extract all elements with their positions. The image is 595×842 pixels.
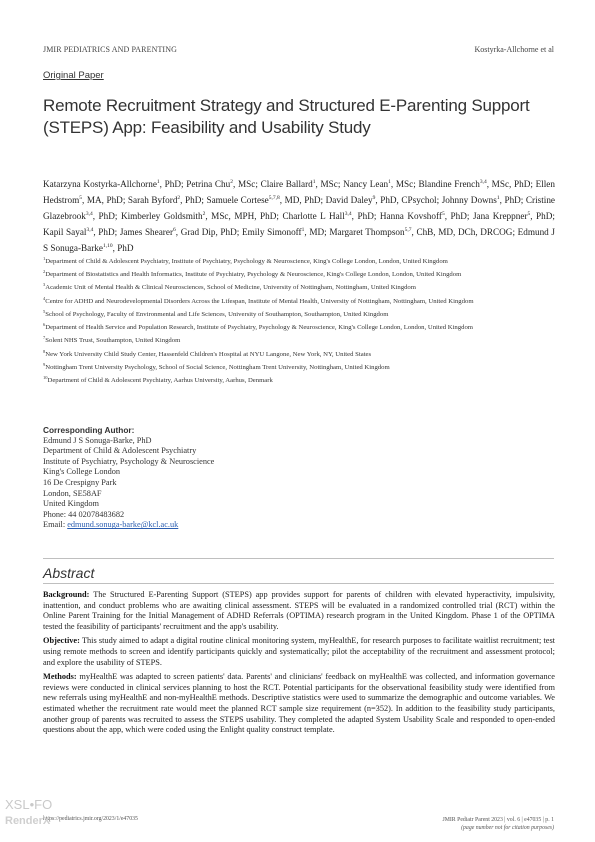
corresponding-author-block [43,425,343,531]
author-affiliation-marker: 5 [527,211,531,218]
author-affiliation-marker: 9 [372,195,376,202]
author-degrees: , PhD; [93,227,120,238]
author-name: Johnny Downs [441,195,497,206]
footer-citation-block [442,816,554,832]
affiliation-number: 10 [43,374,48,380]
affiliation-item [43,307,555,320]
affiliation-item [43,333,555,346]
phone-number: Phone: 44 02078483682 [43,509,125,519]
methods-text: myHealthE was adapted to screen patients' data. Parents' and clinicians' feedback on myHealthE was collected, and information governance reviews were conducted in clinical services planning to host the RCT. Potential participants for the observational feasibility study were identified from new referrals using myHealthE and non-myHealthE methods. Descriptive statistics were used to summarize the demographic and outcome variables. We estimated whether the recruitment rate would meet the planned RCT sample size requirement (n=352). In addition to the feasibility study participants, another group of parents was recruited to assess the STEPS usability. They completed the adapted System Usability Scale and responded to open-ended questions about the app, which were coded using the Enlight quality construct template. [43,672,555,735]
author-degrees: , PhD; [530,211,555,222]
affiliation-item [43,347,555,360]
address-line: King's College London [43,467,121,477]
affiliation-item [43,294,555,307]
objective-text: This study aimed to adapt a digital routine clinical monitoring system, myHealthE, for research purposes to facilitate waitlist recruitment; test using remote methods to screen and identify participants quickly and systematically; pilot the acceptability of the recruitment and assessment protocol; and explore the usability of STEPS. [43,636,555,667]
author-name: James Shearer [119,227,173,238]
author-affiliation-marker: 5 [441,211,445,218]
author-affiliation-marker: 5 [79,195,82,202]
author-name: Edmund J S Sonuga-Barke [43,227,555,254]
author-affiliation-marker: 2 [177,195,181,202]
affiliation-number: 5 [43,308,46,314]
affiliation-item [43,280,555,293]
affiliation-text: Centre for ADHD and Neurodevelopmental Disorders Across the Lifespan, Institute of Mental Health, University of Nottingham, Nottingham, United Kingdom [45,297,474,305]
author-degrees: , PhD; [180,195,207,206]
affiliation-list [43,254,555,386]
affiliation-text: Academic Unit of Mental Health & Clinical Neurosciences, School of Medicine, University of Nottingham, Nottingham, United Kingdom [45,284,416,292]
email-label: Email: [43,520,68,530]
author-name: Margaret Thompson [329,227,405,238]
abstract-body [43,590,555,740]
author-name: Emily Simonoff [241,227,302,238]
address-line: Institute of Psychiatry, Psychology & Neuroscience [43,456,215,466]
affiliation-number: 7 [43,335,46,341]
running-authors: Kostyrka-Allchorne et al [474,45,554,54]
author-name: Blandine French [418,179,480,190]
author-degrees: , PhD; [159,179,187,190]
author-affiliation-marker: 5,7,8 [268,195,280,202]
author-affiliation-marker: 1,10 [102,243,113,250]
author-affiliation-marker: 2 [202,211,206,218]
address-line: United Kingdom [43,499,99,509]
author-name: Petrina Chu [186,179,231,190]
affiliation-number: 9 [43,361,46,367]
affiliation-number: 2 [43,269,46,275]
author-degrees: , PhD; [92,211,121,222]
running-header [43,45,554,55]
author-affiliation-marker: 6 [173,227,176,234]
email-row [43,520,343,531]
author-affiliation-marker: 3,4 [344,211,352,218]
abstract-top-rule [43,558,554,559]
author-list [43,175,555,255]
author-name: Sarah Byford [127,195,178,206]
affiliation-number: 8 [43,348,46,354]
author-degrees: , Grad Dip, PhD; [175,227,242,238]
affiliation-text: Nottingham Trent University Psychology, School of Social Science, Nottingham Trent University, Nottingham, United Kingdom [45,363,390,371]
author-affiliation-marker: 5,7 [404,227,412,234]
affiliation-item [43,267,555,280]
address-line: London, SE58AF [43,488,102,498]
author-name: Kimberley Goldsmith [120,211,203,222]
corresponding-author-label: Corresponding Author: [43,425,135,435]
article-type-label: Original Paper [43,70,104,81]
affiliation-number: 4 [43,295,46,301]
abstract-methods [43,672,555,736]
author-affiliation-marker: 1 [301,227,305,234]
author-name: Jana Kreppner [472,211,528,222]
author-affiliation-marker: 3,4 [86,227,94,234]
author-degrees: , PhD [112,243,134,254]
author-degrees: , MSc; [233,179,261,190]
affiliation-text: Department of Child & Adolescent Psychiatry, Aarhus University, Aarhus, Denmark [47,377,273,385]
methods-label: Methods: [43,672,77,682]
author-degrees: , PhD; [351,211,380,222]
affiliation-number: 3 [43,282,46,288]
author-affiliation-marker: 2 [230,179,233,185]
affiliation-number: 1 [43,256,46,261]
affiliation-text: Department of Health Service and Population Research, Institute of Psychiatry, Psychology & Neuroscience, King's College London, London, United Kingdom [45,324,474,332]
author-affiliation-marker: 3,4 [85,211,93,218]
footer-note: (page number not for citation purposes) [461,825,554,831]
address-line: 16 De Crespigny Park [43,477,117,487]
affiliation-text: Solent NHS Trust, Southampton, United Kingdom [45,337,181,345]
affiliation-item [43,373,555,386]
author-name: David Daley [325,195,373,206]
author-name: Nancy Lean [343,179,389,190]
email-link[interactable]: edmund.sonuga-barke@kcl.ac.uk [67,520,179,530]
author-degrees: , PhD; [499,195,526,206]
abstract-objective [43,636,555,668]
author-degrees: , PhD; [444,211,473,222]
affiliation-item [43,320,555,333]
affiliation-text: School of Psychology, Faculty of Environmental and Life Sciences, University of Southampton, Southampton, United Kingdom [45,311,389,319]
affiliation-item [43,360,555,373]
author-affiliation-marker: 1 [496,195,500,202]
author-name: Charlotte L Hall [282,211,345,222]
author-degrees: , ChB, MD, DCh, DRCOG; [411,227,518,238]
abstract-bottom-rule [43,583,554,584]
author-degrees: , MSc, PhD; [486,179,536,190]
affiliation-item [43,254,555,267]
author-degrees: , MSc; [390,179,419,190]
corresponding-author-name: Edmund J S Sonuga-Barke, PhD [43,435,152,445]
watermark-line2: RenderX [5,815,51,827]
author-affiliation-marker: 1 [388,179,391,185]
author-name: Ellen Hedstrom [43,179,555,206]
article-url[interactable]: https://pediatrics.jmir.org/2023/1/e47035 [43,816,138,822]
author-degrees: , MSc; [315,179,344,190]
author-degrees: , MD, PhD; [279,195,326,206]
author-affiliation-marker: 1 [156,179,160,185]
abstract-heading: Abstract [43,565,95,581]
address-line: Department of Child & Adolescent Psychiatry [43,446,197,456]
author-name: Kapil Sayal [43,227,87,238]
author-name: Claire Ballard [260,179,313,190]
affiliation-text: Department of Child & Adolescent Psychiatry, Institute of Psychiatry, Psychology & Neuroscience, King's College London, London, United Kingdom [45,258,448,266]
abstract-background [43,590,555,632]
renderx-watermark [5,797,53,828]
journal-name: JMIR PEDIATRICS AND PARENTING [43,45,177,54]
author-name: Cristine Glazebrook [43,195,555,222]
author-name: Hanna Kovshoff [379,211,442,222]
article-title: Remote Recruitment Strategy and Structured E-Parenting Support (STEPS) App: Feasibility and Usability Study [43,96,530,137]
affiliation-number: 6 [43,322,46,328]
author-affiliation-marker: 3,4 [479,179,487,185]
affiliation-text: New York University Child Study Center, Hassenfeld Children's Hospital at NYU Langone, New York, NY, United States [45,350,372,358]
author-name: Katarzyna Kostyrka-Allchorne [43,179,157,190]
author-degrees: , MA, PhD; [81,195,128,206]
background-text: The Structured E-Parenting Support (STEPS) app provides support for parents of children with elevated hyperactivity, impulsivity, inattention, and conduct problems who are awaiting clinical assessment. STEPS will be evaluated in a randomized controlled trial (RCT) within the Online Parent Training for the Initial Management of ADHD Referrals (OPTIMA) research program in the United Kingdom. Phase 1 of the OPTIMA tested the feasibility of participants' recruitment and the app's usability. [43,590,555,631]
objective-label: Objective: [43,636,80,646]
footer-citation: JMIR Pediatr Parent 2023 | vol. 6 | e47035 | p. 1 [442,817,554,823]
background-label: Background: [43,590,90,599]
watermark-line1: XSL•FO [5,797,53,812]
author-name: Samuele Cortese [206,195,269,206]
author-affiliation-marker: 1 [312,179,316,185]
author-degrees: , MSc, MPH, PhD; [205,211,283,222]
author-degrees: , PhD, CPsychol; [375,195,442,206]
affiliation-text: Department of Biostatistics and Health Informatics, Institute of Psychiatry, Psychology & Neuroscience, King's College London, London, United Kingdom [45,271,462,279]
author-degrees: , MD; [304,227,330,238]
